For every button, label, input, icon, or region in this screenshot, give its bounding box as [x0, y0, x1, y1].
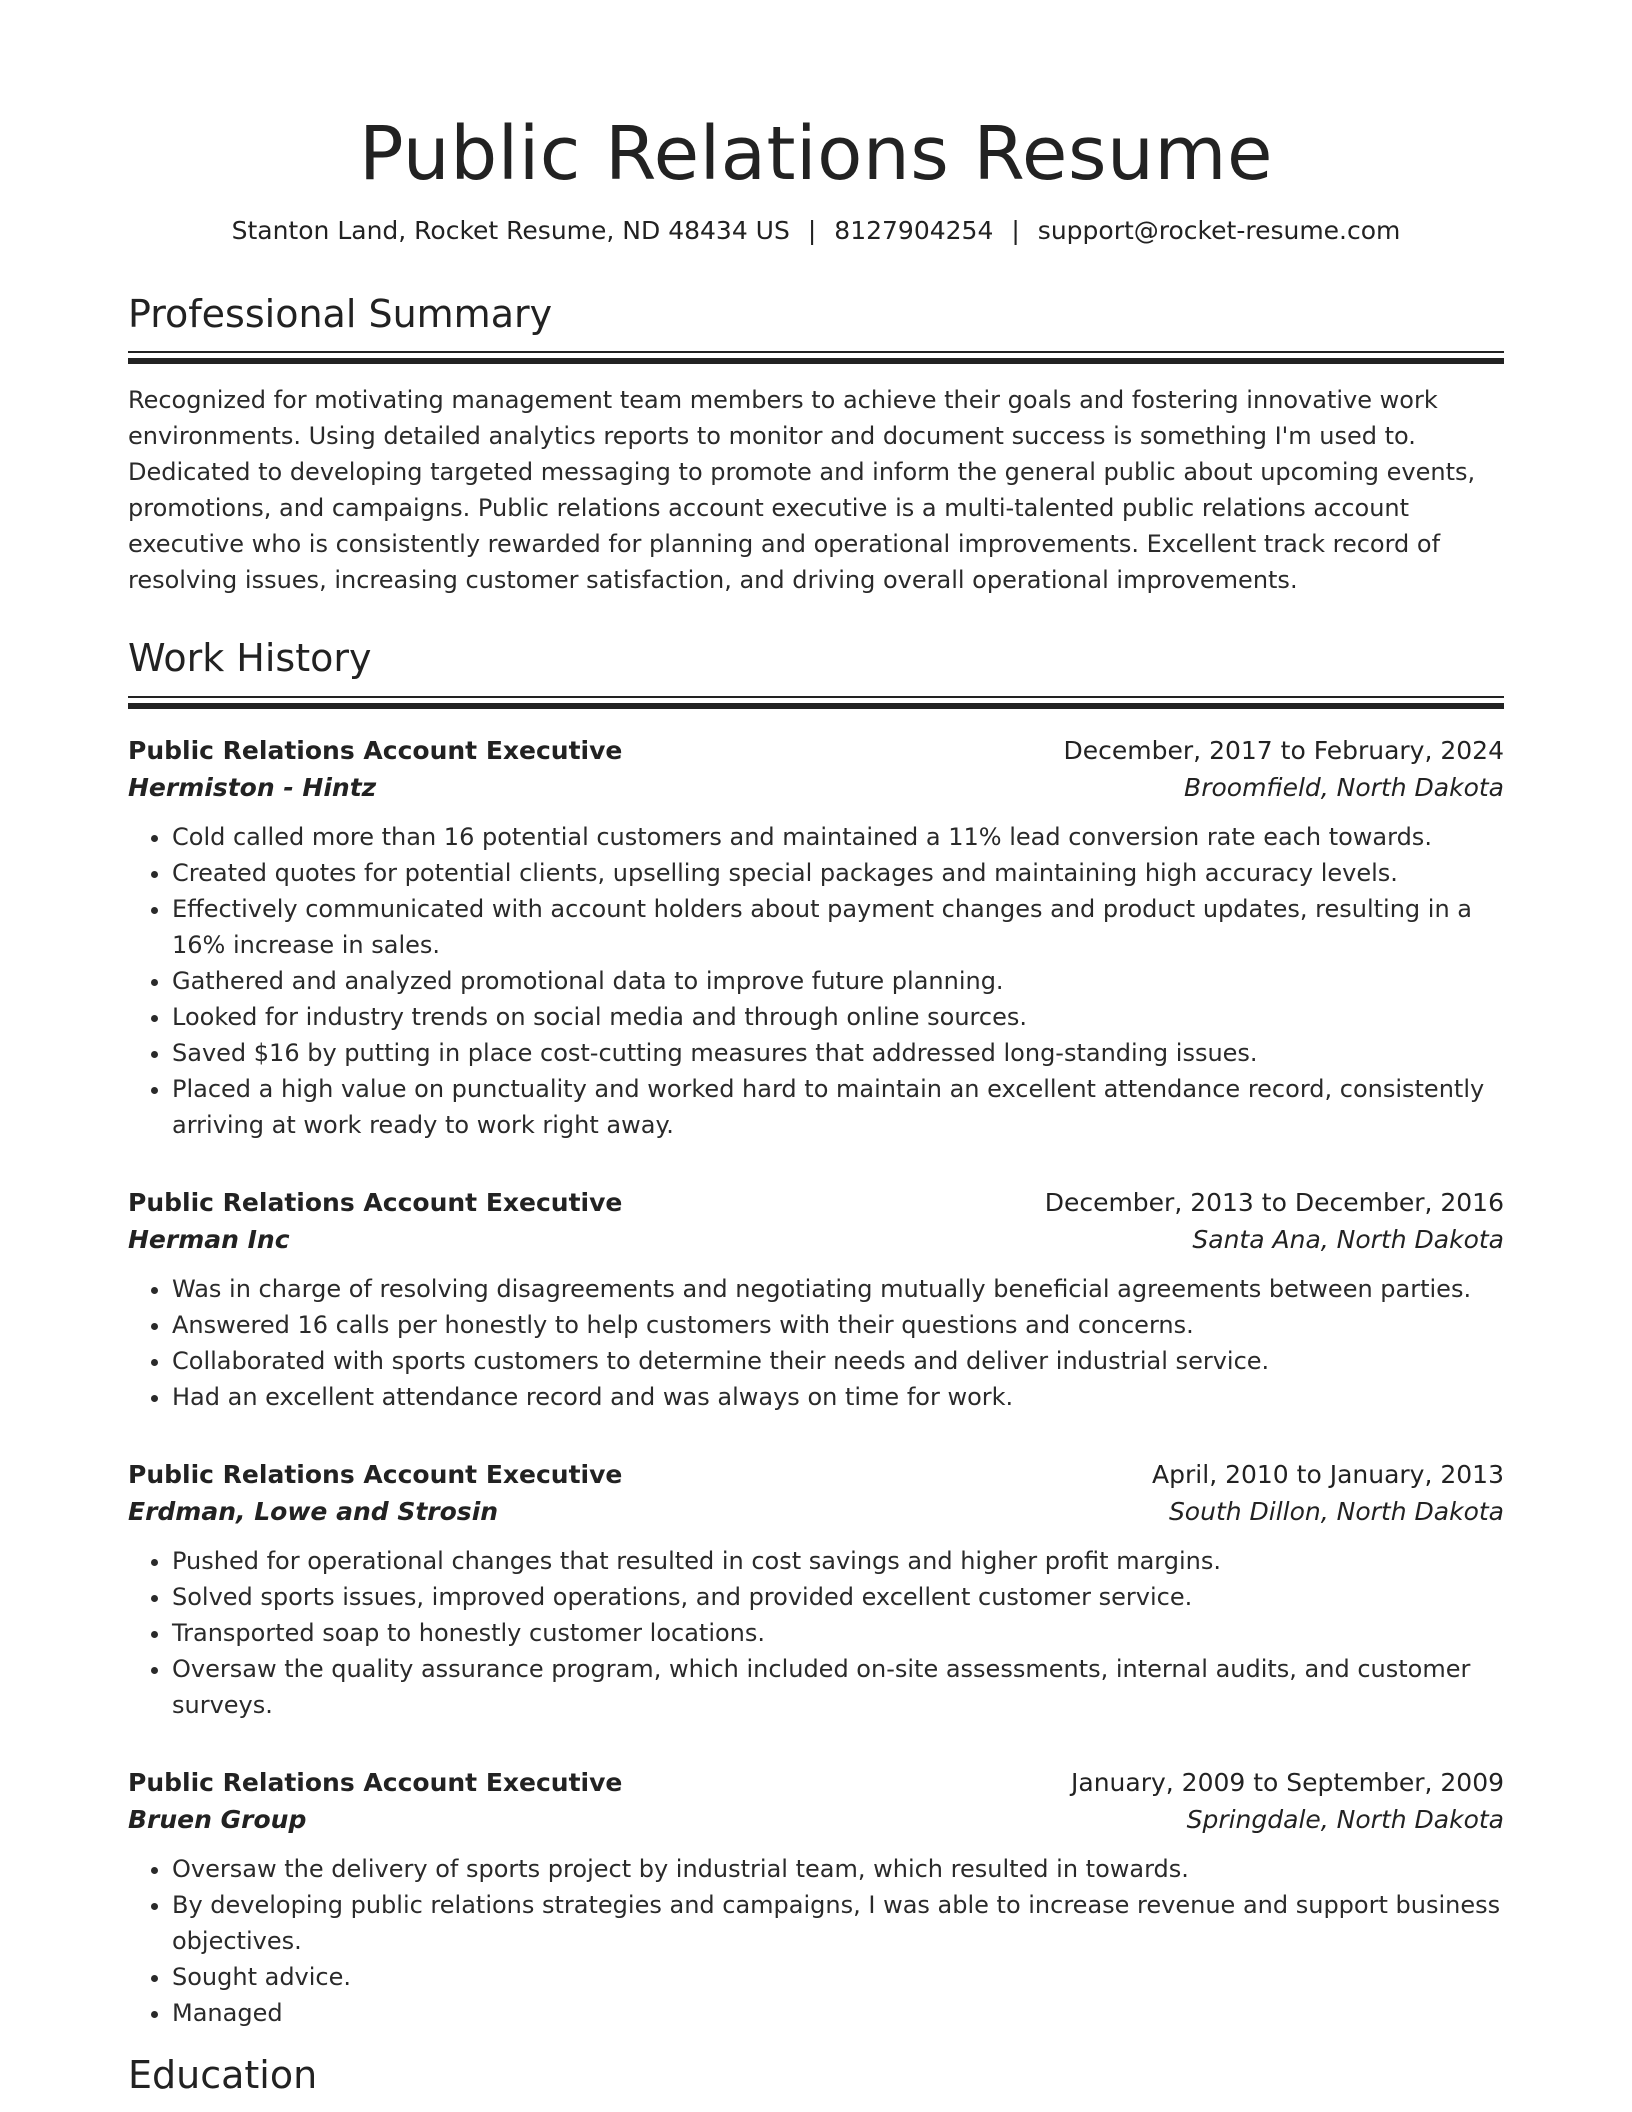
job-bullet-list: [128, 819, 1504, 1143]
job-dates: December, 2013 to December, 2016: [1044, 1187, 1504, 1217]
job-location: South Dillon, North Dakota: [1168, 1496, 1504, 1526]
job-company: Herman Inc: [128, 1224, 290, 1254]
section-heading-work-history: Work History: [128, 636, 372, 681]
job-location: Springdale, North Dakota: [1186, 1804, 1504, 1834]
job-bullet: • Created quotes for potential clients, upselling special packages and maintaining high accuracy levels.: [172, 855, 1504, 891]
job-title: Public Relations Account Executive: [128, 1459, 623, 1489]
job-company: Bruen Group: [128, 1804, 307, 1834]
job-dates: December, 2017 to February, 2024: [1063, 735, 1504, 765]
job-bullet: • Was in charge of resolving disagreements and negotiating mutually beneficial agreements between parties.: [172, 1271, 1504, 1307]
job-bullet: • Oversaw the quality assurance program, which included on-site assessments, internal audits, and customer surveys.: [172, 1651, 1504, 1723]
job-entry: [128, 1765, 1504, 2031]
job-title: Public Relations Account Executive: [128, 1767, 623, 1797]
section-heading-education: Education: [128, 2052, 318, 2097]
education-section: [128, 2053, 1504, 2099]
job-title: Public Relations Account Executive: [128, 735, 623, 765]
contact-address: Stanton Land, Rocket Resume, ND 48434 US: [231, 216, 790, 246]
job-bullet: • Cold called more than 16 potential customers and maintained a 11% lead conversion rate each towards.: [172, 819, 1504, 855]
job-bullet: • Pushed for operational changes that resulted in cost savings and higher profit margins.: [172, 1543, 1504, 1579]
job-title: Public Relations Account Executive: [128, 1187, 623, 1217]
contact-phone: 8127904254: [834, 216, 994, 246]
job-entry: [128, 733, 1504, 1143]
section-divider: [128, 351, 1504, 364]
job-location: Broomfield, North Dakota: [1184, 772, 1504, 802]
job-bullet: • Managed: [172, 1995, 1504, 2031]
job-company: Erdman, Lowe and Strosin: [128, 1496, 499, 1526]
job-bullet: • Answered 16 calls per honestly to help customers with their questions and concerns.: [172, 1307, 1504, 1343]
job-location: Santa Ana, North Dakota: [1192, 1224, 1504, 1254]
job-bullet: • Effectively communicated with account holders about payment changes and product updates, resulting in a 16% increase in sales.: [172, 891, 1504, 963]
contact-separator: |: [807, 216, 817, 246]
job-bullet: • Oversaw the delivery of sports project by industrial team, which resulted in towards.: [172, 1851, 1504, 1887]
job-bullet: • Saved $16 by putting in place cost-cutting measures that addressed long-standing issues.: [172, 1035, 1504, 1071]
job-bullet: • Placed a high value on punctuality and worked hard to maintain an excellent attendance record, consistently arriving at work ready to work right away.: [172, 1071, 1504, 1143]
job-bullet: • Collaborated with sports customers to determine their needs and deliver industrial service.: [172, 1343, 1504, 1379]
job-bullet: • By developing public relations strategies and campaigns, I was able to increase revenue and support business objectives.: [172, 1887, 1504, 1959]
work-history-section: [128, 636, 1504, 2031]
job-dates: April, 2010 to January, 2013: [1152, 1459, 1504, 1489]
job-bullet: • Had an excellent attendance record and was always on time for work.: [172, 1379, 1504, 1415]
job-company: Hermiston - Hintz: [128, 772, 377, 802]
job-bullet-list: [128, 1271, 1504, 1415]
job-bullet: • Looked for industry trends on social media and through online sources.: [172, 999, 1504, 1035]
job-entry: [128, 1185, 1504, 1415]
section-heading-summary: Professional Summary: [128, 291, 553, 336]
job-dates: January, 2009 to September, 2009: [1071, 1767, 1504, 1797]
job-bullet: • Sought advice.: [172, 1959, 1504, 1995]
job-bullet: • Transported soap to honestly customer locations.: [172, 1615, 1504, 1651]
contact-email: support@rocket-resume.com: [1037, 216, 1401, 246]
job-bullet-list: [128, 1851, 1504, 2031]
job-bullet-list: [128, 1543, 1504, 1723]
job-entry: [128, 1457, 1504, 1723]
section-divider: [128, 696, 1504, 709]
resume-title: Public Relations Resume: [358, 111, 1274, 197]
professional-summary-section: [128, 292, 1504, 599]
job-bullet: • Solved sports issues, improved operations, and provided excellent customer service.: [172, 1579, 1504, 1615]
contact-separator: |: [1011, 216, 1020, 246]
summary-text: Recognized for motivating management team members to achieve their goals and fostering innovative work environments. Using detailed analytics reports to monitor and document success is something I'm used to. Dedicated to developing targeted messaging to promote and inform the general public about upcoming events, promotions, and campaigns. Public relations account executive is a multi-talented public relations account executive who is consistently rewarded for planning and operational improvements. Excellent track record of resolving issues, increasing customer satisfaction, and driving overall operational improvements.: [128, 386, 1476, 595]
job-bullet: • Gathered and analyzed promotional data to improve future planning.: [172, 963, 1504, 999]
contact-line: [128, 215, 1504, 248]
